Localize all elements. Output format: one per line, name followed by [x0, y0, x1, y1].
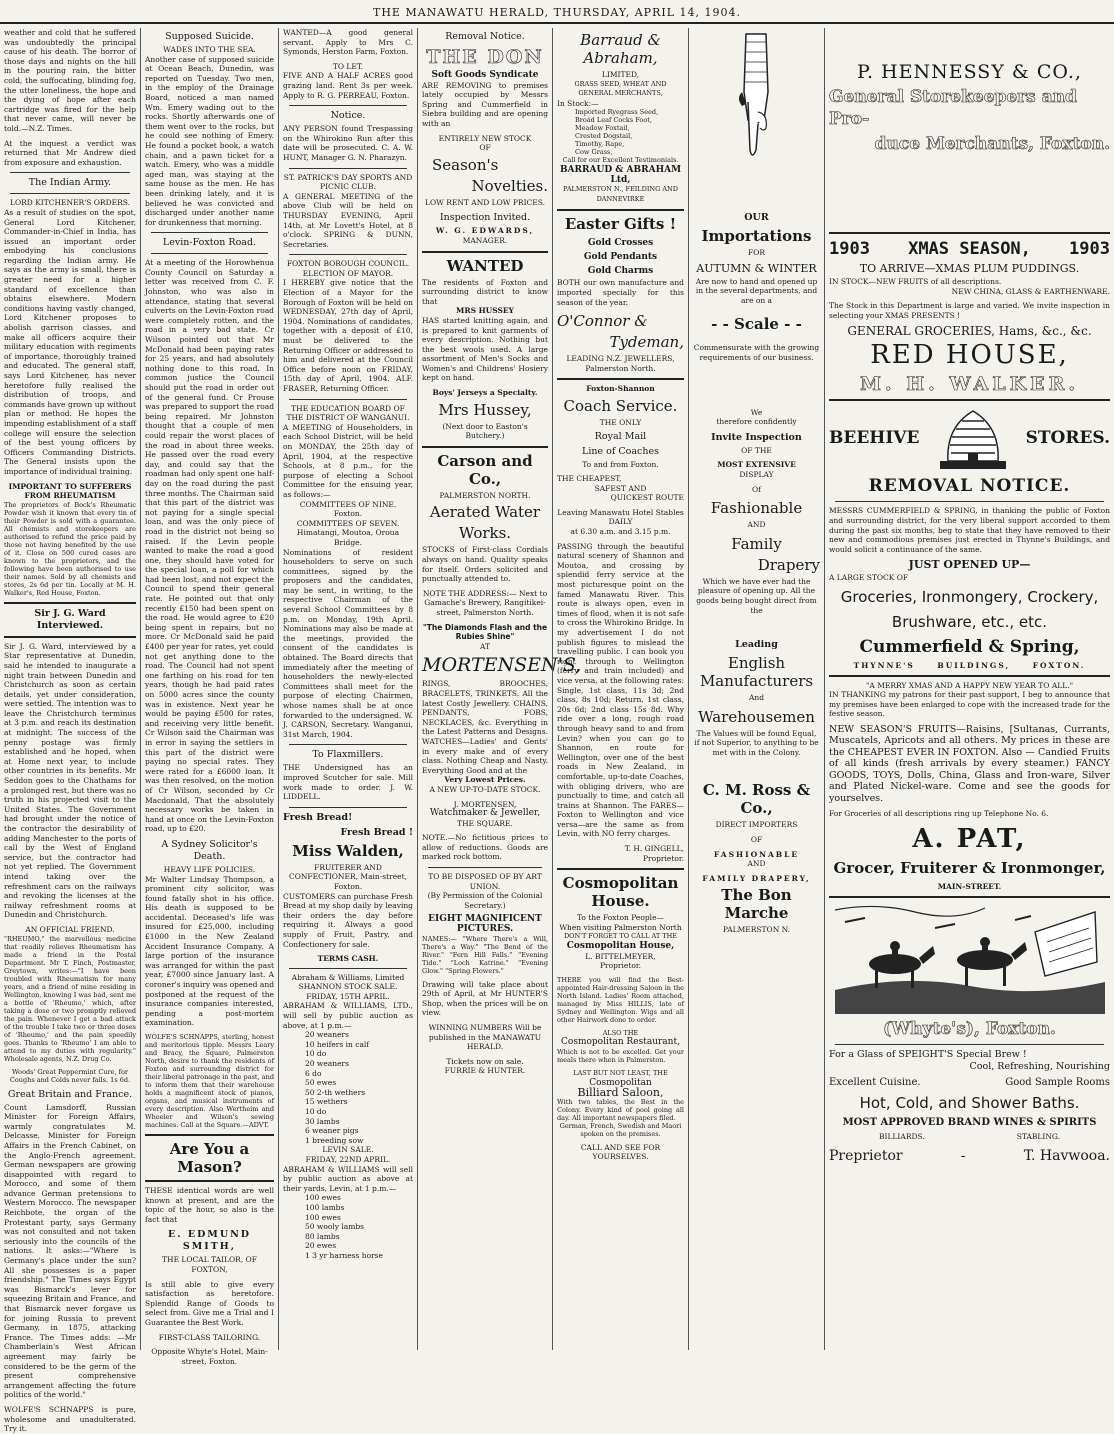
advert-text: OF: [750, 835, 763, 845]
advert-feature-row: [829, 1132, 1110, 1142]
divider: [835, 1044, 1104, 1045]
advert-subheading: Cosmopolitan Restaurant,: [561, 1037, 680, 1048]
beehive-header: [829, 405, 1110, 471]
classified-subheading: FRIDAY, 22ND APRIL.: [305, 1154, 391, 1164]
column-6: [688, 28, 824, 1350]
stock-item: 15 wethers: [305, 1097, 348, 1107]
stock-item: 20 weaners: [305, 1059, 349, 1069]
classified-ad: FIVE AND A HALF ACRES good grazing land. Rent 3s per week. Apply to R. G. PERREAU, Foxton.: [283, 71, 413, 100]
advert-name: Cummerfield & Spring,: [859, 636, 1080, 657]
advert-name: THE DON: [426, 46, 544, 68]
article-headline: Great Britain and France.: [7, 1088, 133, 1100]
advert-subheading: A NEW UP-TO-DATE STOCK.: [429, 784, 541, 794]
divider: [557, 209, 684, 211]
article-text: Another case of supposed suicide at Ocean Beach, Dunedin, was reported on Tuesday. Two men, in the employ of the Drainage Board, noticed a man named Wm. Emery wading out to the rocks. Shortly afterwards one of them went over to the rocks, but he could see nothing of Emery. He found a pocket book, a watch chain, and a pawn ticket for a watch. Emery, who was a middle aged man, was staying at the same house as the men. He has been drinking lately, and it is believed he was convicted and discharged under another name for drunkenness that morning.: [145, 54, 274, 227]
divider: [10, 193, 130, 194]
stock-item: 50 ewes: [305, 1078, 337, 1088]
pointing-hand-illustration: [734, 32, 780, 162]
beehive-label: BEEHIVE: [829, 428, 920, 449]
advert-text: RINGS, BROOCHES, BRACELETS, TRINKETS. All the latest Costly Jewellery. CHAINS, PENDANTS, FOBS, NECKLACES, &c. Everything in the Latest Patterns and Designs. WATCHES—Ladies' and Gents' in every make and of every class. Nothing Cheap and Nasty. Everything Good and at the: [422, 679, 548, 775]
classified-ad: WANTED—A good general servant. Apply to Mrs C. Symonds, Herston Farm, Foxton.: [283, 28, 413, 57]
stock-item: 10 do: [305, 1107, 327, 1116]
xmas-season: XMAS SEASON,: [908, 239, 1031, 259]
advert-text: German, French, Swedish and Maori spoken on the premises.: [559, 1121, 682, 1138]
advert-text: LIMITED,: [601, 70, 640, 79]
advert-name: Barraud & Abraham,: [580, 31, 661, 67]
divider: [151, 232, 268, 233]
advert-item: Gold Pendants: [583, 252, 658, 263]
stock-item: 100 ewes: [305, 1193, 341, 1203]
divider: [151, 253, 268, 254]
divider: [835, 501, 1104, 502]
advert-name: P. HENNESSY & CO.,: [857, 61, 1082, 83]
advert-display: Brushware, etc., etc.: [891, 612, 1048, 631]
article-subheadline: HEAVY LIFE POLICIES.: [163, 864, 256, 874]
advert-text: THERE you will find the Best-appointed Hair-dressing Saloon in the North Island. Ladies' Room attached, managed by Miss HILLIS, late of Sydney and Wellington. Wigs and all other Hairwork done to order.: [557, 975, 684, 1024]
advert-text: Call for our Excellent Testimonials.: [562, 156, 679, 165]
divider: [145, 1134, 274, 1136]
advert-text: NOTE.—No fictitious prices to allow of reductions. Goods are marked rock bottom.: [422, 833, 548, 862]
advert-headline: Coach Service.: [563, 396, 678, 415]
divider: [422, 251, 548, 253]
stock-list: [557, 108, 684, 156]
advert-headline: Are You a Mason?: [169, 1140, 250, 1176]
billiards-label: BILLIARDS.: [879, 1131, 925, 1141]
classified-list: Himatangi, Moutoa, Oroua Bridge.: [296, 528, 400, 547]
advert-text: Of: [752, 484, 761, 494]
article-subheadline: WADES INTO THE SEA.: [163, 45, 256, 54]
divider: [4, 602, 136, 604]
advert-text: MAIN-STREET.: [937, 882, 1002, 891]
divider: [289, 399, 407, 400]
advert-text: CALL AND SEE FOR YOURSELVES.: [580, 1142, 661, 1162]
proprietor-label: Preprietor: [829, 1148, 903, 1165]
advert-heading: TO BE DISPOSED OF BY ART UNION.: [428, 872, 542, 891]
advert-subheading: Soft Goods Syndicate: [431, 70, 539, 80]
advert-text: Proprietor.: [599, 961, 642, 971]
column-5: [552, 28, 688, 1350]
stock-item: 6 do: [305, 1068, 322, 1078]
column-1: [0, 28, 140, 1434]
advert-subheading: Very Lowest Prices.: [444, 775, 526, 785]
advert-subheading: TO ARRIVE—XMAS PLUM PUDDINGS.: [859, 262, 1080, 275]
advert-proprietor-row: [829, 1147, 1110, 1165]
advert-text: therefore confidently: [716, 417, 797, 427]
divider: [289, 105, 407, 106]
advert-text: NAMES:— "Where There's a Will, There's a Way." "The Bend of the River." "Fern Hill Falls." "Evening Tide." "Loch Katrine." "Evening Glow." "Spring Flowers.": [422, 934, 548, 975]
advert-headline: REMOVAL NOTICE.: [868, 476, 1071, 497]
divider: [829, 896, 1110, 898]
advert-text: Palmerston North.: [585, 363, 656, 373]
article-subheadline: LORD KITCHENER'S ORDERS.: [10, 198, 130, 208]
advert-display: Family: [731, 534, 782, 553]
advert-text: THE SQUARE.: [457, 818, 513, 828]
advert-text: OF: [479, 143, 491, 153]
divider: [289, 744, 407, 745]
advert-text: Which we have ever had the pleasure of opening up. All the goods being bought direct from the: [696, 576, 817, 615]
advert-text: Which is not to be excelled. Get your meals there when in Palmerston.: [557, 1048, 684, 1064]
advert-text: OUR: [744, 212, 769, 223]
advert-subheading: LEADING N.Z. JEWELLERS,: [566, 354, 675, 364]
advert-subheading: FAMILY DRAPERY,: [702, 873, 811, 883]
advert-text: To and from Foxton.: [582, 459, 659, 469]
classified-heading: ST. PATRICK'S DAY SPORTS AND PICNIC CLUB.: [283, 172, 413, 192]
advert-subheading: FASHIONABLE: [713, 849, 800, 859]
advert-subheading: DIRECT IMPORTERS: [715, 820, 798, 830]
classified-subheading: COMMITTEES OF NINE.: [299, 499, 397, 509]
advert-subheading: Cosmopolitan: [589, 1077, 652, 1088]
year-left: 1903: [829, 239, 870, 259]
advert-headline: Easter Gifts !: [564, 215, 677, 234]
advert-text: HAS started knitting again, and is prepared to knit garments of every description. Nothing but the best wools used. A large assortment of Men's Socks and Women's and Childrens' Hosiery kept on hand.: [422, 315, 548, 383]
advert-text: Is still able to give every satisfaction as heretofore. Splendid Range of Goods to select from. Give me a Trial and I Guarantee the Best Work.: [145, 1279, 274, 1327]
advert-name: C. M. Ross & Co.,: [702, 781, 811, 818]
advert-heading: "The Diamonds Flash and the Rubies Shine": [422, 622, 548, 642]
advert-headline-row: [829, 238, 1110, 260]
proprietor-name: T. Havwooa.: [1023, 1148, 1110, 1165]
stores-label: STORES.: [1025, 428, 1110, 449]
stock-item: 100 ewes: [305, 1212, 341, 1222]
advert-text: Are now to hand and opened up in the several departments, and are on a: [695, 276, 818, 305]
advert-text: NOTE THE ADDRESS:— Next to Gamache's Brewery, Rangitikei-street, Palmerston North.: [422, 588, 548, 617]
advert-subheading: MOST APPROVED BRAND WINES & SPIRITS: [842, 1117, 1097, 1129]
advert-text: Cool, Refreshing, Nourishing: [969, 1060, 1110, 1072]
column-3: [278, 28, 417, 1350]
divider: [422, 446, 548, 448]
advert-heading: Foxton-Shannon: [586, 384, 655, 394]
advert-name: RED HOUSE,: [870, 340, 1069, 371]
advert-name: Mrs Hussey,: [438, 400, 532, 419]
advert-text: IN THANKING my patrons for their past support, I beg to announce that my premises have been enlarged to cope with the increased trade for the festive season.: [829, 690, 1110, 719]
article-text: weather and cold that he suffered was undoubtedly the principal cause of his death. The horror of those days and nights on the hill in the pouring rain, the bitter cold, the suffocating, blinding fog, the utter loneliness, the hope and the dying of hope after each cartridge was fired for the help that never came, will never be told.—N.Z. Times.: [4, 28, 136, 133]
advert-item: Gold Charms: [587, 266, 654, 277]
advert-text: Commensurate with the growing requirements of our business.: [693, 343, 820, 362]
advert-text: DISPLAY: [739, 469, 774, 479]
stock-item: Meadow Foxtail,: [575, 124, 630, 133]
column-2: [140, 28, 278, 1366]
advert-display: Fashionable: [710, 499, 803, 518]
advert-name: FURRIE & HUNTER.: [444, 1066, 526, 1076]
advert-subheading: THYNNE'S BUILDINGS, FOXTON.: [853, 660, 1086, 670]
advert-subheading: Inspection Invited.: [439, 212, 531, 224]
advert-text: And: [748, 693, 765, 703]
classified-heading: TO LET.: [332, 61, 364, 71]
classified-subheading: ELECTION OF MAYOR.: [302, 268, 394, 278]
article-headline: The Indian Army.: [28, 177, 112, 189]
advert-display: Aerated Water: [429, 503, 541, 522]
advert-name: Miss Walden,: [292, 841, 404, 860]
advert-subheading: Grocer, Fruiterer & Ironmonger,: [833, 859, 1106, 877]
advert-text: WOLFE'S SCHNAPPS, sterling, honest and meritorious tipple. Messrs Leary and Bracy, the Square, Palmerston North, desire to thank the residents of Foxton and surrounding district for their liberal patronage in the past, and to inform them that their warehouse holds a magnificent stock of pianos, organs, and musical instruments of every description. Also Wertheim and Wheeler and Wilson's sewing machines. Call at the Square.—ADVT.: [145, 1033, 274, 1129]
classified-subheading: SHANNON STOCK SALE.: [298, 982, 398, 992]
sample-rooms-label: Good Sample Rooms: [1005, 1076, 1110, 1088]
advert-text: AT: [479, 641, 490, 651]
advert-text: With two tables, the Best in the Colony. Every kind of pool going all day. All important newspapers filed.: [557, 1097, 684, 1122]
classified-subheading: LEVIN SALE.: [322, 1145, 374, 1155]
classified-ad: THE Undersigned has an improved Scutcher for sale. Mill work made to order. J. W. LIDDELL.: [283, 763, 413, 802]
advert-text: STOCKS of First-class Cordials always on hand. Quality speaks for itself. Orders solicited and punctually attended to.: [422, 545, 548, 584]
advert-subheading: THE LOCAL TAILOR, OF FOXTON,: [162, 1255, 257, 1274]
advert-subheading: TERMS CASH.: [317, 954, 379, 964]
stock-item: 30 lambs: [305, 1116, 340, 1126]
advert-heading: Fresh Bread!: [283, 811, 353, 823]
advert-display: Works.: [458, 524, 512, 543]
stock-item: 20 weaners: [305, 1030, 349, 1040]
advert-text: SAFEST AND: [594, 483, 647, 493]
advert-name: MORTENSEN'S,: [422, 654, 582, 677]
advert-name: O'Connor &: [557, 312, 648, 331]
article-headline: A Sydney Solicitor's Death.: [161, 838, 258, 862]
advert-text: THESE identical words are well known at present, and are the topic of the hour, so also is the fact that: [145, 1186, 274, 1224]
stock-item: 20 ewes: [305, 1241, 337, 1251]
classified-list: Foxton.: [333, 509, 363, 519]
stock-item: 1 3 yr harness horse: [305, 1250, 383, 1260]
stock-list: [283, 1193, 413, 1260]
advert-heading: "A MERRY XMAS AND A HAPPY NEW YEAR TO ALL.": [865, 680, 1074, 690]
advert-subheading: FIRST-CLASS TAILORING.: [158, 1332, 261, 1342]
stock-item: Crested Dogstail,: [575, 132, 633, 141]
stock-item: 10 heifers in calf: [305, 1039, 370, 1049]
advert-subheading: PALMERSTON NORTH.: [439, 490, 531, 500]
advert-display: Season's: [432, 155, 499, 174]
stock-list: [283, 1030, 413, 1145]
hotel-race-illustration: [835, 902, 1105, 1014]
advert-text: The Values will be found Equal, if not Superior, to anything to be met with in the Colony.: [694, 728, 819, 757]
advert-subheading: GRASS SEED, WHEAT AND GENERAL MERCHANTS,: [574, 79, 667, 98]
advert-text: LOW RENT AND LOW PRICES.: [424, 197, 545, 207]
advert-text: CUSTOMERS can purchase Fresh Bread at my shop daily by leaving their orders the day before requiring it. Always a good supply of Fruit, Pastry, and Confectionery for sale.: [283, 891, 413, 949]
advert-text: PASSING through the beautiful natural scenery of Shannon and Moutoa, and crossing by splendid ferry service at the most picturesque point on the famed Manawatu River. This route is always open, even in times of flood, when it is not safe to cross the Whirokino Bridge. In my advertisement I do not publish figures to mislead the travelling public. I can book you right through to Wellington (ferry and train included) and vice versa, at the following rates: Single, 1st class, 11s 3d; 2nd class, 8s 10d; Return, 1st class, 20s 6d; 2nd class 15s 8d. Why ride over a long, rough road through heavy sand to and from Levin? when you can go to Shannon, en route for Wellington, over one of the best roads in New Zealand, in comfortable, up-to-date Coaches, with obliging drivers, who are punctually to time, and catch all trains at Shannon. The FARES—Foxton to Wellington and vice versa—are the same as from Levin, with NO ferry charges.: [557, 541, 684, 839]
classified-subheading: FRIDAY, 15TH APRIL.: [306, 991, 390, 1001]
advert-subheading: Watchmaker & Jeweller,: [429, 808, 541, 819]
divider: [289, 254, 407, 255]
advert-text: MESSRS CUMMERFIELD & SPRING, in thanking the public of Foxton and surrounding district, for the very liberal support accorded to them during the past six months, beg to state that they have removed to their new and commodious premises just erected in Thynne's Buildings, and would solicit a continuance of the same.: [829, 506, 1110, 554]
stock-item: 50 2-th wethers: [305, 1087, 366, 1097]
classified-heading: Notice.: [330, 110, 366, 122]
classified-ad: ANY PERSON found Trespassing on the Whirokino Run after this date will be prosecuted. C. A. W. HUNT, Manager G. N. Pharazyn.: [283, 124, 413, 162]
article-text: At a meeting of the Horowhenua County Council on Saturday a letter was received from C. F. Johnston, who was also in attendance, stating that several culverts on the Levin-Foxton road were completely rotten, and the road in a very bad state. Cr Wilson pointed out that Mr McDonald had been paying rates for 25 years, and had absolutely nothing done to this road. In common justice the Council should put the road in order out of the general fund. Cr Prouse was prepared to support the road being repaired. Mr Johnston thought that a couple of men could repair the worst places of the road in about three weeks. He passed over the road every day, and could say that the roadman had only spent one half-day on the road during the past three months. The Chairman said that this part of the district was not paying for a single special loan, and was the only piece of road in the district not being so raised. If the Levin people wanted to make the road a good one, they should have voted for the special loan, a poll for which had been lost, and not expect the Council to spend their general rate. He pointed out that only recently £150 had been spent on the road. He would agree to £20 being spent in repairs, but no more. Cr McDonald said he paid £400 per year for rates, yet could not get anything done to the road. The Council had not spent one farthing on his road for ten years, though he had paid rates on 5000 acres since the county was in existence. Next year he would be paying £500 for rates, and receiving very little benefit. Cr Wilson said the Chairman was in error in saying the settlers in this part of the district were paying no special rates. They were rated for a £6000 loan. It was then resolved, on the motion of Cr Wilson, seconded by Cr Macdonald, That the absolutely necessary works be taken in hand at once on the Levin-Foxton road, up to £20.: [145, 258, 274, 834]
classified-ad: ABRAHAM & WILLIAMS will sell by public auction as above at their yards, Levin, at 1 p.m.—: [283, 1164, 413, 1193]
advert-text: A LARGE STOCK OF: [829, 573, 909, 583]
advert-display: - - Scale - -: [711, 315, 802, 334]
divider: [289, 807, 407, 808]
advert-subheading: Billiard Saloon,: [577, 1086, 664, 1100]
advert-text: L. BITTELMEYER,: [585, 951, 656, 961]
advert-text: PALMERSTON N.: [722, 925, 791, 935]
divider: [145, 1180, 274, 1182]
advert-name: BARRAUD & ABRAHAM Ltd,: [559, 164, 682, 185]
advert-subheading: MOST EXTENSIVE: [717, 460, 796, 470]
advert-display: Groceries, Ironmongery, Crockery,: [840, 587, 1099, 606]
dash: -: [960, 1148, 966, 1165]
advert-subheading: Boys' Jerseys a Specialty.: [432, 388, 538, 398]
beehive-icon: [938, 405, 1008, 471]
advert-name: M. H. WALKER.: [859, 373, 1080, 396]
article-text: Sir J. G. Ward, interviewed by a Star representative at Dunedin, said he intended to inaugurate a night train between Dunedin and Christchurch as soon as certain details, yet under consideration, were settled. The intention was to leave the Christchurch terminus at 3 p.m. and reach its destination at midnight. The success of the penny postage was firmly established and he hoped, when at Home next year, to include other countries in its benefits. Mr Seddon goes to the Chathams for a prolonged rest, but there was no truth in his projected visit to the United States. The Government had brought under the notice of the contractor the desirability of adding Manchester to the ports of call by the West of England service, but the contractor had not yet replied. The Government intend taking over the refreshment cars on the railways and revoking the licenses at the railway refreshment rooms at Dunedin and Christchurch.: [4, 641, 136, 920]
divider: [557, 378, 684, 380]
advert-subheading: FRUITERER AND CONFECTIONER, Main-street, Foxton.: [288, 862, 408, 891]
advert-text: The Stock in this Department is large and varied. We invite inspection in selecting your XMAS PRESENTS !: [829, 301, 1110, 320]
stock-item: 6 weaner pigs: [305, 1126, 359, 1136]
classified-heading: Abraham & Williams, Limited: [291, 972, 405, 982]
advert-text: Opposite Whyte's Hotel, Main-street, Foxton.: [151, 1347, 268, 1366]
stock-item: Broad Leaf Cocks Foot,: [575, 116, 652, 125]
advert-text: (Next door to Easton's Butchery.): [442, 421, 528, 441]
advert-text: In Stock:—: [557, 98, 599, 108]
advert-name: W. G. EDWARDS,: [435, 226, 535, 236]
advert-text: ALSO THE: [602, 1028, 639, 1037]
advert-name: E. EDMUND SMITH,: [167, 1229, 252, 1253]
advert-name: T. H. GINGELL,: [624, 844, 684, 854]
advert-text: QUICKEST ROUTE: [610, 493, 684, 503]
advert-text: ARE REMOVING to premises lately occupied by Messrs Spring and Cummerfield in Siebra building and are opening with an: [422, 80, 548, 128]
advert-display: General Storekeepers and Pro-: [829, 87, 1077, 129]
advert-subheading: GENERAL GROCERIES, Hams, &c., &c.: [847, 324, 1092, 339]
advert-display: English Manufacturers: [699, 654, 814, 691]
advert-name: MRS HUSSEY: [456, 306, 514, 316]
advert-headline: Cosmopolitan House.: [562, 874, 679, 911]
advert-text: PALMERSTON N., FEILDING AND DANNEVIRKE: [563, 185, 678, 203]
stabling-label: STABLING.: [1016, 1131, 1060, 1141]
advert-text: NEW CHINA, GLASS & EARTHENWARE.: [951, 286, 1110, 296]
article-text: As a result of studies on the spot, General Lord Kitchener, Commander-in-Chief in India, has issued an important order embodying his conclusions regarding the Indian army. He says as the army is small, there is greater need for a higher standard of excellence than obtains elsewhere. Modern conditions having vastly changed, Lord Kitchener proposes to abolish garrison classes, and make all officers acquire their military education with regiments of importance, thoroughly trained and educated. The general staff, says Lord Kitchener, has never heretofore fully realised the distribution of troops, and commands have grown up without plan or method. He hopes the impending establishment of a staff college will ensure the selection of the best young officers by Officers Commanding Districts. The General insists upon the importance of individual training.: [4, 207, 136, 476]
advert-name: The Bon Marche: [721, 886, 792, 923]
advert-text: WOLFE'S SCHNAPPS is pure, wholesome and unadulterated. Try it.: [4, 1404, 136, 1434]
classified-heading: THE EDUCATION BOARD OF THE DISTRICT OF WANGANUI.: [286, 403, 410, 423]
stock-item: Timothy, Rape,: [575, 140, 625, 149]
advert-text: THE CHEAPEST,: [557, 474, 622, 484]
divider: [289, 168, 407, 169]
advert-headline: Importations: [701, 227, 812, 245]
advert-subheading: Leading: [735, 639, 778, 651]
article-text: At the inquest a verdict was returned that Mr Andrew died from exposure and exhaustion.: [4, 138, 136, 167]
classified-ad: A MEETING of Householders, in each School District, will be held on MONDAY, the 25th day of April, 1904, at the respective Schools, at 8 p.m., for the purpose of electing a School Committee for the ensuing year, as follows:—: [283, 422, 413, 499]
advert-text: To the Foxton People—: [576, 913, 665, 923]
advert-text: NEW SEASON'S FRUITS—Raisins, [Sultanas, Currants, Muscatels, Apricots and all others. My prices in these are the CHEAPEST EVER IN FOXTON. Also — Candied Fruits of all kinds (fresh arrivals by every steamer.) FANCY GOODS, TOYS, Dolls, China, Glass and Iron-ware, Silver and Plated Nickel-ware. Come and see the goods for yourselves.: [829, 723, 1110, 804]
stock-item: Cow Grass,: [575, 148, 613, 157]
advert-subheading: ENTIRELY NEW STOCK: [438, 133, 532, 143]
divider: [829, 675, 1110, 677]
classified-ad: Nominations of resident householders to serve on such committees, signed by the proposers and the candidates, may be sent, in writing, to the respective Chairman of the several School Committees by 8 p.m. on Monday, 19th April. Nominations may also be made at the meetings, provided the consent of the candidates is obtained. The Board directs that immediately after the meeting of householders the newly-elected Committees shall meet for the purpose of electing Chairmen, whose names shall be at once forwarded to the undersigned. W. J. CARSON, Secretary. Wanganui, 31st March, 1904.: [283, 547, 413, 739]
advert-display: Hot, Cold, and Shower Baths.: [859, 1094, 1080, 1113]
divider: [829, 399, 1110, 401]
advert-text: OF THE: [741, 445, 772, 455]
advert-text: For a Glass of SPEIGHT'S Special Brew !: [829, 1048, 1027, 1060]
classified-ad: A GENERAL MEETING of the above Club will be held on THURSDAY EVENING, April 14th, at Mr Lovett's Hotel, at 8 o'clock. SPRING & DUNN, Secretaries.: [283, 191, 413, 249]
advert-heading: IMPORTANT TO SUFFERERS FROM RHEUMATISM: [8, 481, 132, 501]
divider: [428, 867, 542, 868]
classified-subheading: COMMITTEES OF SEVEN.: [296, 518, 400, 528]
advert-feature-row: [829, 1078, 1110, 1088]
advert-text: "RHEUMO," the marvellous medicine that readily relieves Rheumatism has made a friend in the Postal Department. Mr T. Finch, Postmaster, Greytown, writes:—"I have been troubled with Rheumatism for many years, and a friend of mine residing in Wellington, knowing I was bad, sent me a bottle of 'Rheumo,' which, after taking a dose or two promptly relieved the pain. Whenever I get a bad attack of the trouble I take two or three doses of 'Rheumo,' and the pain speedily goes. Thanks to 'Rheumo' I am able to attend to my duties with regularity." Wholesale agents, N.Z. Drug Co.: [4, 934, 136, 1063]
advert-text: MANAGER.: [462, 235, 508, 245]
advert-text: DON'T FORGET TO CALL AT THE: [563, 932, 678, 941]
advert-text: BOTH our own manufacture and imported specially for this season of the year.: [557, 278, 684, 307]
advert-text: Proprietor.: [642, 853, 684, 863]
cuisine-label: Excellent Cuisine.: [829, 1076, 921, 1088]
divider: [829, 232, 1110, 234]
advert-text: FOR: [748, 248, 765, 257]
newspaper-masthead: THE MANAWATU HERALD, THURSDAY, APRIL 14, 1904.: [0, 0, 1114, 24]
advert-subheading: Royal Mail: [594, 430, 647, 442]
advert-text: The proprietors of Bock's Rheumatic Powder wish it known that every tin of their Powder is sold with a guarantee. All chemists and storekeepers are authorised to refund the price paid by those not having benefited by the use of it. Close on 500 cured cases are known to the proprietors, and the following have been authorised to use their names. Sold by all chemists and stores, 2s 6d per tin. Locally at M. H. Walker's, Red House, Foxton.: [4, 500, 136, 597]
advert-display: Drapery: [757, 555, 820, 574]
advert-text: The residents of Foxton and surrounding district to know that: [422, 277, 548, 306]
article-headline: Supposed Suicide.: [165, 31, 254, 42]
advert-text: Woods' Great Peppermint Cure, for Coughs and Colds never fails. 1s 6d.: [9, 1067, 131, 1084]
article-subheadline: AN OFFICIAL FRIEND.: [25, 924, 115, 934]
article-headline: Levin-Foxton Road.: [162, 237, 257, 249]
classified-ad: I HEREBY give notice that the Election of a Mayor for the Borough of Foxton will be held on WEDNESDAY, 27th day of April, 1904. Nominations of candidates, together with a deposit of £10, must be delivered to the Returning Officer or addressed to him and delivered at the Council Office before noon on FRIDAY, 15th day of April, 1904. ALF. FRASER, Returning Officer.: [283, 278, 413, 393]
stock-item: Imported Ryegrass Seed,: [575, 108, 659, 117]
advert-text: We: [750, 407, 763, 417]
advert-subheading: AUTUMN & WINTER: [696, 261, 817, 275]
article-text: Count Lamsdorff, Russian Minister for Foreign Affairs, warmly congratulates M. Delcasse, Minister for Foreign Affairs in the French Cabinet, on the Anglo-French agreement. German newspapers are growing disappointed with regard to Morocco, and some of them advance German pretensions to Western Morocco. The newspaper Reichbote, the organ of the Protestant party, says Germany was not consulted and not taken seriously into the councils of the nations. It asks:—"Where is Germany's place under the sun? All she possesses is a paper friendship." The Times says Egypt was Bismarck's lever for squeezing Britain and France, and that Bismarck never forgave us for joining Russia to prevent Germany, in 1875, attacking France. The Times adds: —Mr Chamberlain's West African agreement may fairly be considered to be the germ of the present comprehensive arrangement affecting the future politics of the world.": [4, 1102, 136, 1400]
advert-text: For Grocerles of all descriptions ring up Telephone No. 6.: [829, 809, 1049, 819]
advert-text: (By Permission of the Colonial Secretary.): [427, 891, 543, 910]
divider: [4, 636, 136, 638]
advert-name: J. MORTENSEN,: [453, 799, 517, 809]
advert-text: Tickets now on sale.: [446, 1056, 524, 1066]
divider: [289, 968, 407, 969]
advert-name: A. PAT,: [912, 824, 1027, 854]
divider: [557, 868, 684, 870]
year-right: 1903: [1069, 239, 1110, 259]
article-text: Mr Walter Lindsay Thompson, a prominent city solicitor, was found fatally shot in his office. His death is supposed to be accidental. Deceased's life was insured for £25,000, including £1000 in the New Zealand Accident Insurance Company. A large portion of the insurance was arranged for within the past year, £7000 since January last. A coroner's inquiry was opened and postponed at the request of the insurance companies interested, pending a post-mortem examination.: [145, 874, 274, 1028]
advert-text: IN STOCK—NEW FRUITS of all descriptions.: [829, 277, 1002, 286]
advert-display: Novelties.: [471, 176, 548, 195]
advert-text: at 6.30 a.m. and 3.15 p.m.: [570, 527, 671, 537]
advert-text: Drawing will take place about 29th of April, at Mr HUNTER'S Shop, when the prices will be on view.: [422, 979, 548, 1018]
advert-subheading: JUST OPENED UP—: [908, 558, 1031, 572]
advert-text: AND: [747, 520, 766, 530]
advert-name: Tydeman,: [609, 333, 684, 352]
advert-name: Carson and Co.,: [437, 451, 533, 488]
advert-heading: EIGHT MAGNIFICENT PICTURES.: [428, 914, 542, 935]
advert-text: AND: [747, 859, 766, 869]
classified-heading: To Flaxmillers.: [312, 749, 384, 761]
advert-item: Gold Crosses: [587, 238, 654, 249]
advert-display: Warehousemen: [698, 707, 815, 726]
advert-text: LAST BUT NOT LEAST, THE: [573, 1069, 668, 1077]
stock-item: 100 lambs: [305, 1202, 345, 1212]
advert-text: Leaving Manawatu Hotel Stables DAILY: [557, 507, 684, 527]
classified-heading: FOXTON BOROUGH COUNCIL.: [286, 259, 410, 269]
advert-display: duce Merchants, Foxton.: [874, 134, 1110, 154]
advert-text: THE ONLY: [599, 417, 642, 427]
divider: [10, 172, 130, 173]
stock-item: 10 do: [305, 1049, 327, 1059]
advert-name: Cosmopolitan House,: [566, 941, 675, 952]
stock-item: 50 wooly lambs: [305, 1222, 365, 1232]
advert-headline: WANTED: [446, 256, 524, 275]
advert-heading: Fresh Bread !: [340, 826, 413, 838]
classified-ad: ABRAHAM & WILLIAMS, LTD., will sell by public auction as above, at 1 p.m.—: [283, 1001, 413, 1030]
stock-item: 1 breeding sow: [305, 1135, 364, 1145]
article-headline: Sir J. G. Ward Interviewed.: [34, 607, 106, 631]
advert-heading: Removal Notice.: [445, 31, 525, 42]
advert-subheading: Line of Coaches: [582, 445, 659, 457]
advert-subheading: Invite Inspection: [711, 431, 802, 443]
advert-name: (Whyte's), Foxton.: [883, 1018, 1056, 1039]
advert-text: When visiting Palmerston North: [559, 922, 682, 932]
stock-item: 80 lambs: [305, 1231, 340, 1241]
advert-text: WINNING NUMBERS Will be published in the MANAWATU HERALD.: [428, 1023, 542, 1052]
column-7: [824, 28, 1114, 1350]
